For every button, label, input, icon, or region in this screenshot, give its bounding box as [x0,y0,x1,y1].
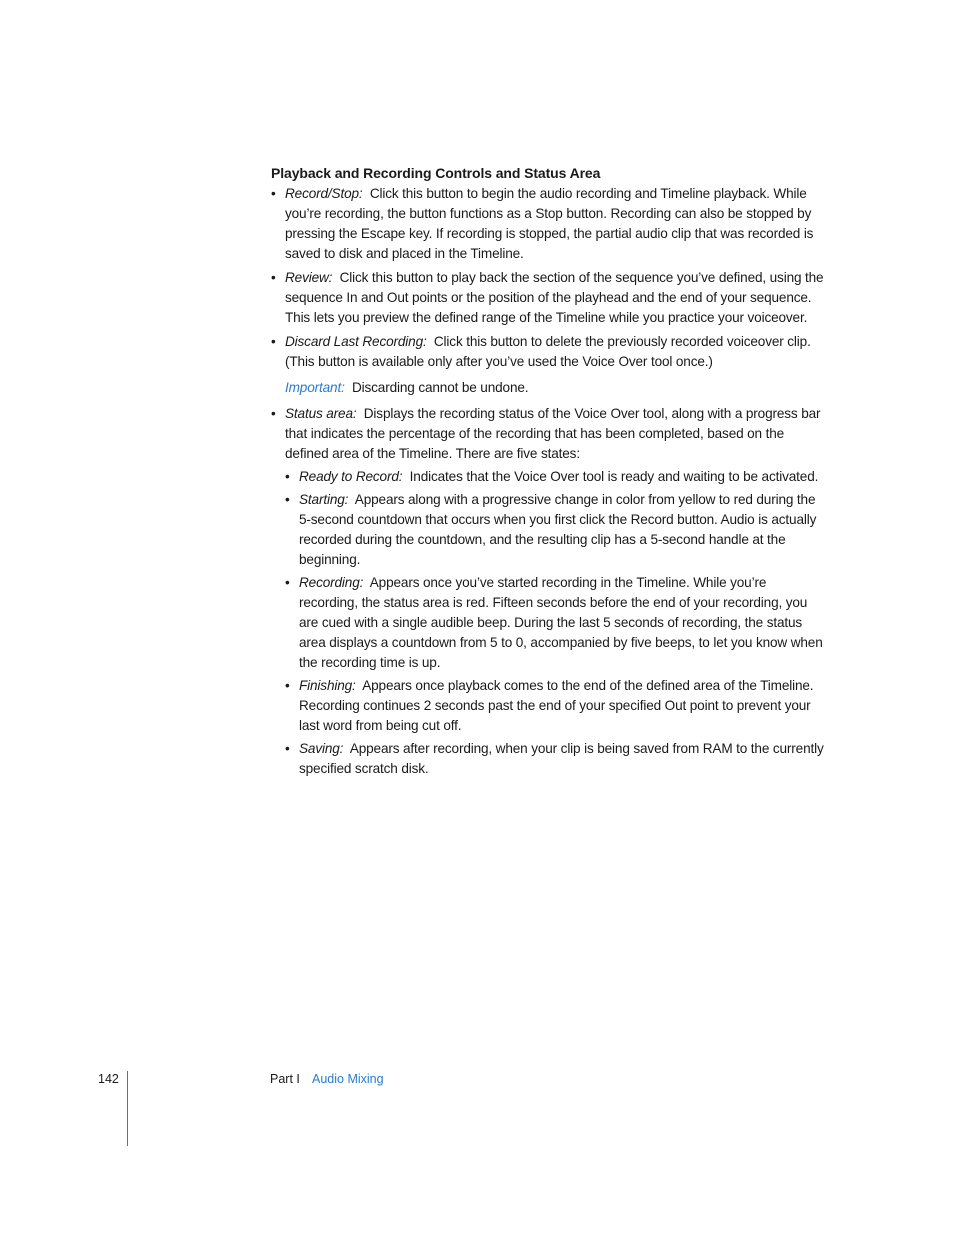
description: Appears once you’ve started recording in the Timeline. While you’re recording, the status area is red. Fifteen seconds before the end of your recording, you are cued with a single audible beep. During the last 5 seconds of recording, the status area displays a countdown from 5 to 0, accompanied by five beeps, to let you know when the recording time is up. [299,575,823,670]
term: Finishing: [299,678,356,693]
description: Appears once playback comes to the end of the defined area of the Timeline. Recording continues 2 seconds past the end of your specified Out point to prevent your last word from being cut off. [299,678,814,733]
term: Status area: [285,406,357,421]
footer-part: Part I [270,1072,300,1086]
term: Record/Stop: [285,186,363,201]
list-item-status-area [271,404,827,779]
term: Saving: [299,741,344,756]
page-number: 142 [98,1072,119,1086]
state-item [285,467,827,487]
term: Review: [285,270,333,285]
state-item [285,739,827,779]
description: Appears along with a progressive change in color from yellow to red during the 5-second countdown that occurs when you first click the Record button. Audio is actually recorded during the countdown, and the resulting clip has a 5-second handle at the beginning. [299,492,817,567]
term: Discard Last Recording: [285,334,427,349]
description: Displays the recording status of the Voice Over tool, along with a progress bar that indicates the percentage of the recording that has been completed, based on the defined area of the Timeline. There are five states: [285,406,821,461]
important-note [285,378,827,398]
term: Starting: [299,492,349,507]
list-item-discard [271,332,827,398]
term: Recording: [299,575,364,590]
footer-chapter-link[interactable]: Audio Mixing [312,1072,384,1086]
page-content [271,163,827,783]
description: Click this button to play back the section of the sequence you’ve defined, using the sequence In and Out points or the position of the playhead and the end of your sequence. This lets you preview the defined range of the Timeline while you practice your voiceover. [285,270,824,325]
important-text: Discarding cannot be undone. [351,380,529,395]
description: Indicates that the Voice Over tool is ready and waiting to be activated. [409,469,819,484]
section-heading: Playback and Recording Controls and Status Area [271,165,601,181]
state-item [285,676,827,736]
state-item [285,490,827,570]
states-list [285,467,827,779]
state-item [285,573,827,673]
description: Click this button to delete the previously recorded voiceover clip. (This button is available only after you’ve used the Voice Over tool once.) [285,334,811,369]
list-item-review [271,268,827,328]
important-label: Important: [285,380,345,395]
description: Click this button to begin the audio recording and Timeline playback. While you’re recording, the button functions as a Stop button. Recording can also be stopped by pressing the Escape key. If recording is stopped, the partial audio clip that was recorded is saved to disk and placed in the Timeline. [285,186,814,261]
controls-list [271,184,827,779]
term: Ready to Record: [299,469,403,484]
list-item-record-stop [271,184,827,264]
description: Appears after recording, when your clip is being saved from RAM to the currently specified scratch disk. [299,741,824,776]
footer-divider [127,1071,128,1146]
